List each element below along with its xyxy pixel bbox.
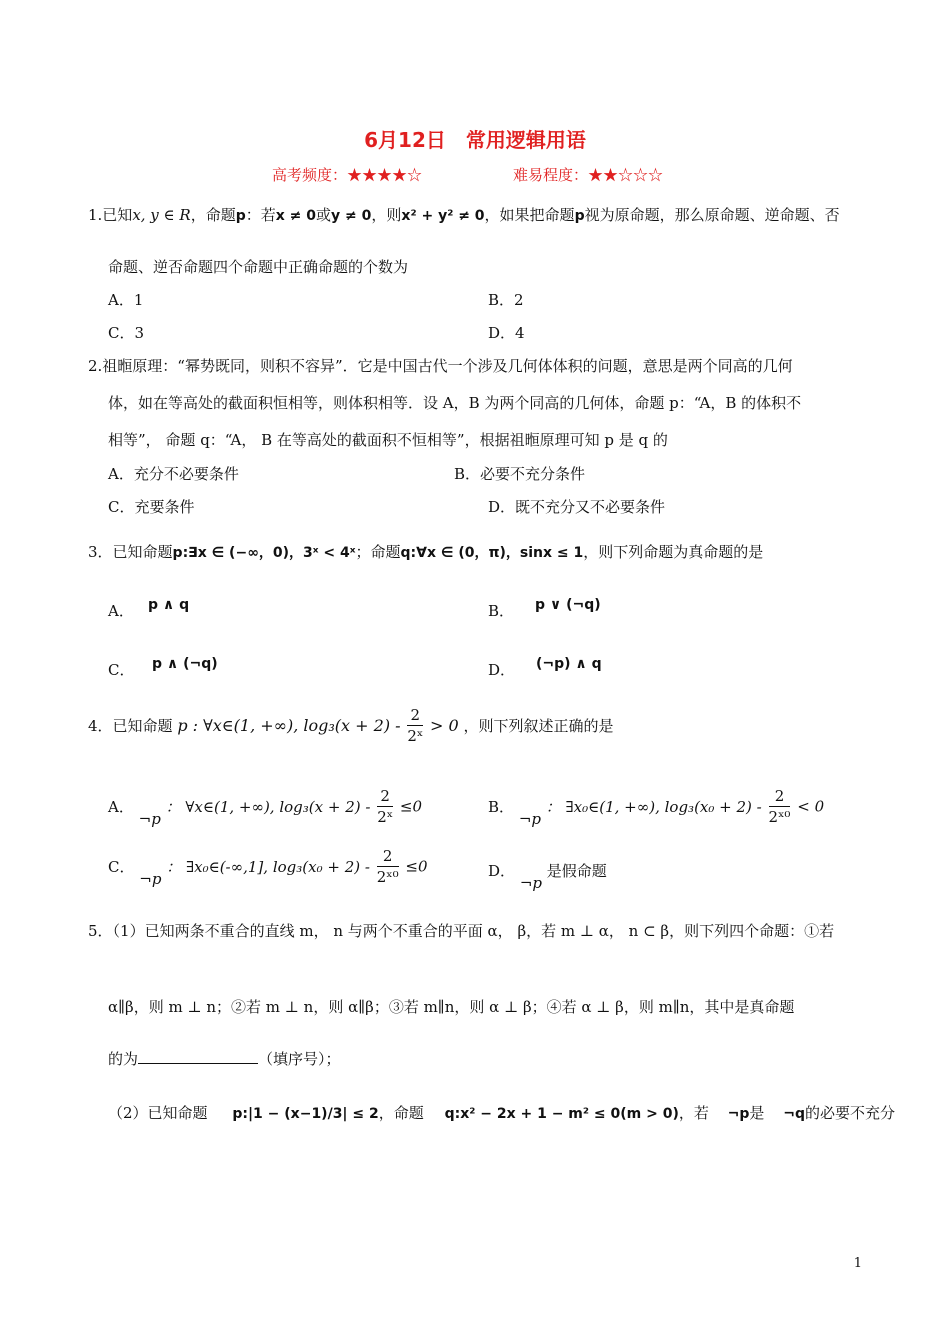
q3-text: 3．已知命题 — [88, 543, 173, 561]
difficulty-rating: 难易程度：★★☆☆☆ — [513, 166, 664, 184]
q3-option-b-label: B． — [488, 602, 515, 620]
q4-option-d: D． ¬p 是假命题 — [488, 862, 607, 892]
q3-text: ，则下列命题为真命题的是 — [583, 543, 764, 561]
q1-text: 1.已知 — [88, 206, 133, 224]
q1-math: y ≠ 0 — [331, 208, 372, 224]
q3-option-b: p ∨ (¬q) — [535, 597, 601, 613]
q4-math: > 0 — [430, 716, 459, 735]
q4-option-c: C． ¬p ： ∃x₀∈(-∞,1], log₃(x₀ + 2) - $\frac{2}{\text{2ˣ⁰}}$ ≤0 — [108, 847, 428, 888]
q1-math: x² + y² ≠ 0 — [401, 208, 485, 224]
q1-text: ，如果把命题 — [484, 206, 575, 224]
q1-math: p — [574, 208, 585, 224]
q1-option-d: D．4 — [488, 324, 525, 342]
q3-math: p:∃x ∈ (−∞，0)，3ˣ < 4ˣ — [172, 545, 356, 561]
q4-option-b: B． ¬p ： ∃x₀∈(1, +∞), log₃(x₀ + 2) - $\frac{2}{\text{2ˣ⁰}}$ < 0 — [488, 787, 825, 828]
page-number: 1 — [853, 1256, 862, 1271]
q1-option-c: C．3 — [108, 324, 145, 342]
q1-math: x ≠ 0 — [275, 208, 317, 224]
q3-option-d-label: D． — [488, 661, 516, 679]
q2-option-d: D．既不充分又不必要条件 — [488, 498, 666, 516]
q2-line3: 相等”， 命题 q：“A， B 在等高处的截面积不恒相等”，根据祖暅原理可知 p 是 q 的 — [108, 431, 668, 449]
q1-line2: 命题、逆否命题四个命题中正确命题的个数为 — [108, 258, 409, 276]
q3-line1 — [88, 541, 763, 562]
q4-fraction: $\frac{2}{\text{2ˣ}}$ — [407, 706, 424, 745]
q1-line1 — [88, 204, 840, 225]
q5-line4: （2）已知命题 p:|1 − (x−1)/3| ≤ 2，命题 q:x² − 2x + 1 − m² ≤ 0(m > 0)，若 ¬p是 ¬q的必要不充分 — [108, 1104, 895, 1122]
q1-math: p — [235, 208, 246, 224]
q2-line2: 体，如在等高处的截面积恒相等，则体积相等．设 A，B 为两个同高的几何体，命题 p：“A，B 的体积不 — [108, 394, 802, 412]
q4-text: ，则下列叙述正确的是 — [463, 717, 614, 735]
answer-blank — [138, 1049, 258, 1064]
q4-math: p : ∀x∈(1, +∞), log₃(x + 2) - — [177, 716, 401, 735]
q1-option-a: A．1 — [108, 291, 144, 309]
q1-text: 或 — [316, 206, 332, 224]
page-title: 6月12日 常用逻辑用语 — [364, 128, 586, 152]
frequency-rating: 高考频度：★★★★☆ — [272, 166, 423, 184]
q3-text: ；命题 — [355, 543, 401, 561]
q5-line3: 的为 （填序号）； — [108, 1050, 341, 1068]
q5-line2: α∥β，则 m ⊥ n；②若 m ⊥ n，则 α∥β；③若 m∥n，则 α ⊥ β；④若 α ⊥ β，则 m∥n，其中是真命题 — [108, 998, 795, 1016]
q3-option-a: p ∧ q — [148, 597, 190, 613]
q4-option-a: A． ¬p ： ∀x∈(1, +∞), log₃(x + 2) - $\frac{2}{\text{2ˣ}}$ ≤0 — [108, 787, 423, 828]
q3-option-c: p ∧ (¬q) — [152, 656, 218, 672]
q4-line1 — [88, 705, 614, 746]
q5-line1: 5．（1）已知两条不重合的直线 m， n 与两个不重合的平面 α， β，若 m ⊥ α， n ⊂ β，则下列四个命题：①若 — [88, 922, 835, 940]
q2-line1: 2.祖暅原理：“幂势既同，则积不容异”．它是中国古代一个涉及几何体体积的问题，意思是两个同高的几何 — [88, 357, 793, 375]
q1-text: ，则 — [371, 206, 402, 224]
q1-text: ，命题 — [190, 206, 236, 224]
q2-option-a: A．充分不必要条件 — [108, 465, 239, 483]
q3-option-a-label: A． — [108, 602, 134, 620]
q1-option-b: B．2 — [488, 291, 524, 309]
q2-option-c: C．充要条件 — [108, 498, 195, 516]
q4-text: 4．已知命题 — [88, 717, 173, 735]
q3-math: q:∀x ∈ (0，π)，sinx ≤ 1 — [400, 545, 584, 561]
q1-text: ：若 — [245, 206, 276, 224]
q1-math: x, y ∈ R — [132, 206, 191, 224]
q3-option-c-label: C． — [108, 661, 135, 679]
q1-text: 视为原命题，那么原命题、逆命题、否 — [584, 206, 840, 224]
q3-option-d: (¬p) ∧ q — [536, 656, 602, 672]
q2-option-b: B．必要不充分条件 — [454, 465, 586, 483]
